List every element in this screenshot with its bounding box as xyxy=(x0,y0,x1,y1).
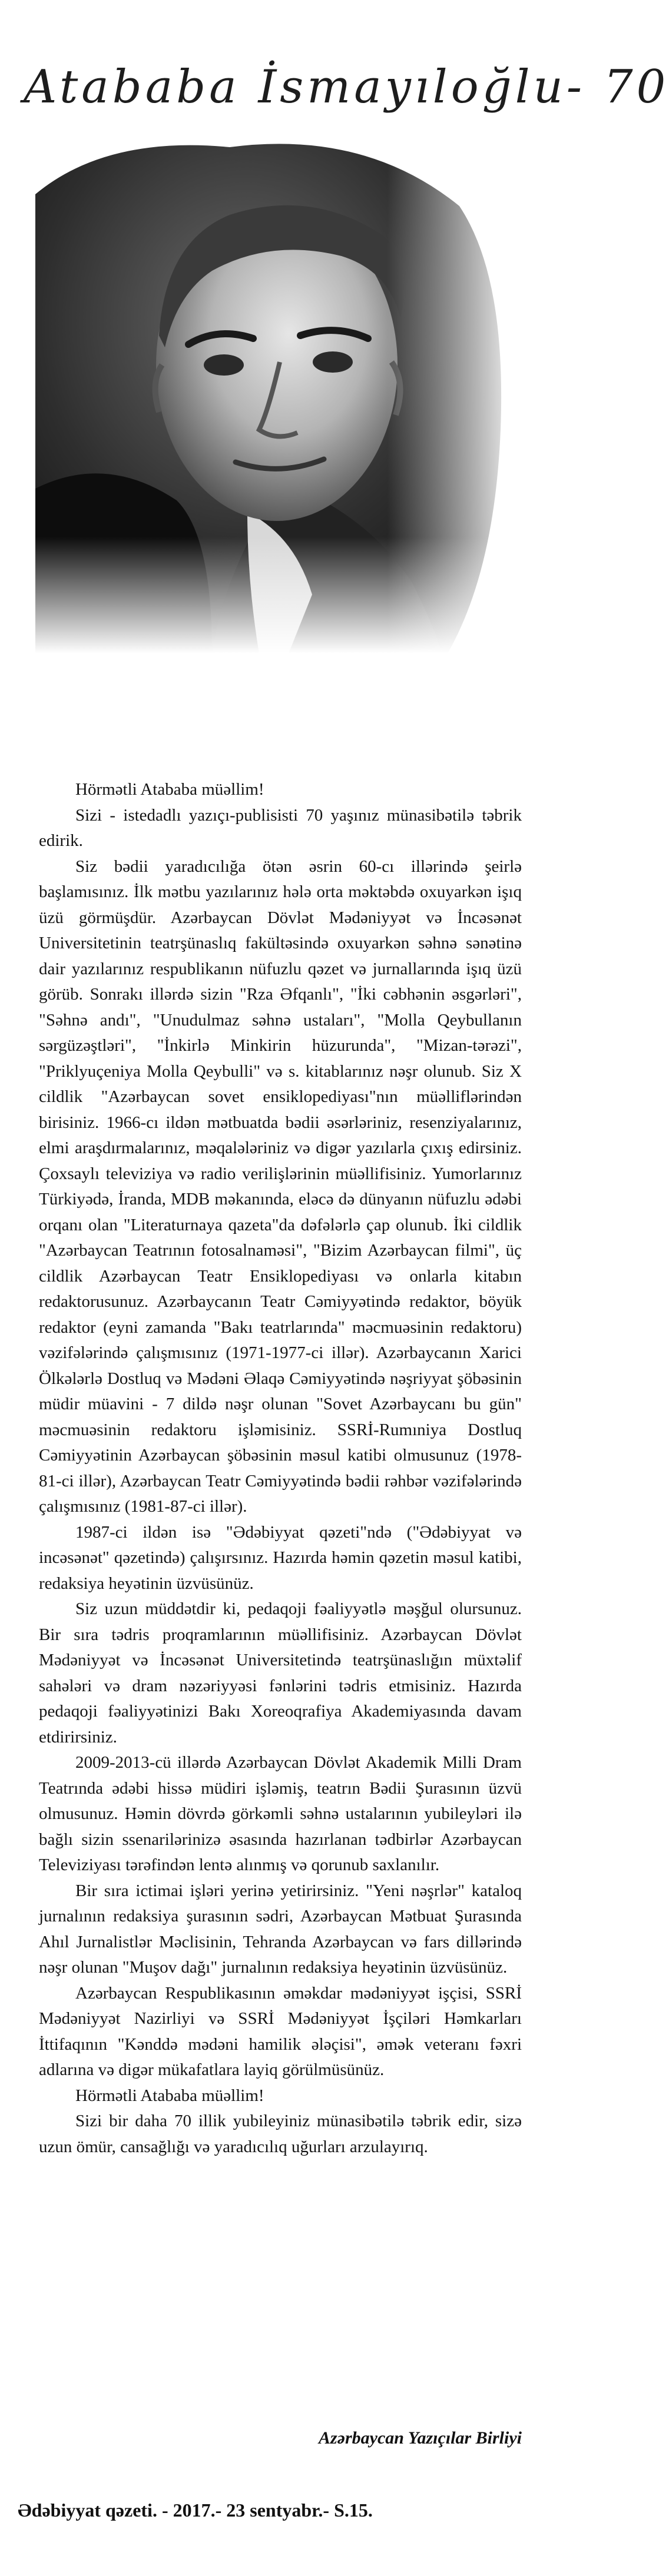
article-paragraph: Hörmətli Atababa müəllim! xyxy=(75,780,264,799)
signature: Azərbaycan Yazıçılar Birliyi xyxy=(318,2428,522,2448)
article-paragraph: Siz bədii yaradıcılığa ötən əsrin 60-cı illərində şeirlə başlamısınız. İlk mətbu yazılarınız hələ orta məktəbdə oxuyarkən işıq üzü görmüşdür. Azərbaycan Dövlət Mədəniyyət və İncəsənət Universitetinin teatrşünaslıq fakültəsində oxuyarkən səhnə sənətinə dair yazılarınız respublikanın nüfuzlu qəzet və jurnallarında işıq üzü görüb. Sonrakı illərdə sizin "Rza Əfqanlı", "İki cəbhənin əsgərləri", "Səhnə andı", "Unudulmaz səhnə ustaları", "Molla Qeybullanın sərgüzəştləri", "İnkirlə Minkirin hüzurunda", "Mizan-tərəzi", "Priklyuçeniya Molla Qeybulli" və s. kitablarınız nəşr olunub. Siz X cildlik "Azərbaycan sovet ensiklopediyası"nın müəlliflərindən birisiniz. 1966-cı ildən mətbuatda bədii əsərləriniz, resenziyalarınız, elmi araşdırmalarınız, məqalələriniz və digər yazılarla çıxış edirsiniz. Çoxsaylı televiziya və radio verilişlərinin müəllifisiniz. Yumorlarınız Türkiyədə, İranda, MDB məkanında, eləcə də dünyanın nüfuzlu ədəbi orqanı olan "Literaturnaya qazeta"da dəfələrlə çap olunub. İki cildlik "Azərbaycan Teatrının fotosalnaməsi", "Bizim Azərbaycan filmi", üç cildlik Azərbaycan Teatr Ensiklopediyası və onlarla kitabın redaktorusunuz. Azərbaycanın Teatr Cəmiyyətində redaktor, böyük redaktor (eyni zamanda "Bakı teatrlarında" məcmuəsinin redaktoru) vəzifələrində çalışmısınız (1971-1977-ci illər). Azərbaycanın Xarici Ölkələrlə Dostluq və Mədəni Əlaqə Cəmiyyətində nəşriyyat şöbəsinin müdir müavini - 7 dildə nəşr olunan "Sovet Azərbaycanı bu gün" məcmuəsinin redaktoru işləmisiniz. SSRİ-Rumıniya Dostluq Cəmiyyətinin Azərbaycan şöbəsinin məsul katibi olmusunuz (1978-81-ci illər), Azərbaycan Teatr Cəmiyyətində bədii rəhbər vəzifələrində çalışmısınız (1981-87-ci illər). xyxy=(39,857,522,1516)
article-paragraph: Hörmətli Atababa müəllim! xyxy=(75,2086,264,2105)
portrait-photo xyxy=(35,124,524,653)
article-paragraph: 2009-2013-cü illərdə Azərbaycan Dövlət Akademik Milli Dram Teatrında ədəbi hissə müdiri işləmiş, teatrın Bədii Şurasının üzvü olmusunuz. Həmin dövrdə görkəmli səhnə ustalarının yubileyləri ilə bağlı sizin ssenarilərinizə əsasında hazırlanan tədbirlər Azərbaycan Televiziyası tərəfindən lentə alınmış və qorunub saxlanılır. xyxy=(39,1753,522,1874)
author-portrait xyxy=(35,124,524,653)
headline: Atababa İsmayıloğlu- 70 xyxy=(24,61,669,114)
article-paragraph: Bir sıra ictimai işləri yerinə yetirirsiniz. "Yeni nəşrlər" kataloq jurnalının redaksiya şurasının sədri, Azərbaycan Mətbuat Şurasında Ahıl Jurnalistlər Məclisinin, Tehranda Azərbaycan və fars dillərində nəşr olunan "Muşov dağı" jurnalının redaksiya heyətinin üzvüsünüz. xyxy=(39,1881,522,1977)
source-citation: Ədəbiyyat qəzeti. - 2017.- 23 sentyabr.- S.15. xyxy=(18,2499,373,2521)
article-paragraph: Sizi - istedadlı yazıçı-publisisti 70 yaşınız münasibətilə təbrik edirik. xyxy=(39,805,522,850)
article-paragraph: Azərbaycan Respublikasının əməkdar mədəniyyət işçisi, SSRİ Mədəniyyət Nazirliyi və SSRİ Mədəniyyət İşçiləri Həmkarları İttifaqının "Kənddə mədəni hamilik ələçisi", əmək veteranı fəxri adlarına və digər mükafatlara layiq görülmüsünüz. xyxy=(39,1983,522,2079)
article-body xyxy=(39,777,522,2160)
article-paragraph: Sizi bir daha 70 illik yubileyiniz münasibətilə təbrik edir, sizə uzun ömür, cansağlığı və yaradıcılıq uğurları arzulayırıq. xyxy=(39,2112,522,2156)
article-paragraph: Siz uzun müddətdir ki, pedaqoji fəaliyyətlə məşğul olursunuz. Bir sıra tədris proqramlarının müəllifisiniz. Azərbaycan Dövlət Mədəniyyət və İncəsənət Universitetində teatrşünaslığın müxtəlif sahələri və dram nəzəriyyəsi fənlərini tədris etmisiniz. Hazırda pedaqoji fəaliyyətinizi Bakı Xoreoqrafiya Akademiyasında davam etdirirsiniz. xyxy=(39,1599,522,1747)
article-paragraph: 1987-ci ildən isə "Ədəbiyyat qəzeti"ndə ("Ədəbiyyat və incəsənət" qəzetində) çalışırsınız. Hazırda həmin qəzetin məsul katibi, redaksiya heyətinin üzvüsünüz. xyxy=(39,1522,522,1593)
